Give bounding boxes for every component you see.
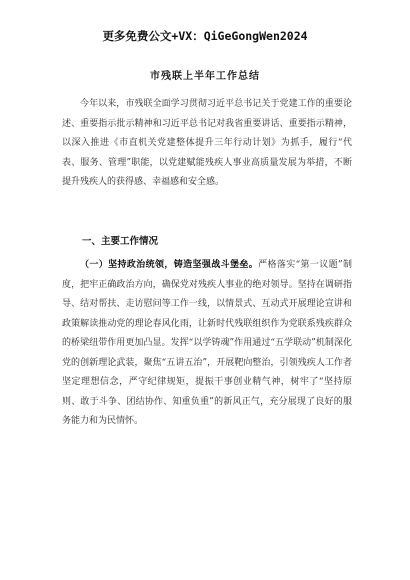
document-title: 市残联上半年工作总结 xyxy=(150,71,260,82)
subsection-text: 严格落实“第一议题”制度，把牢正确政治方向，确保党对残疾人事业的绝对领导。坚持在调研指导、结对帮扶、走访慰问等工作一线，以情景式、互动式开展理论宣讲和政策解读推动党的理论春风化雨，让新时代残联组织作为党联系残疾群众的桥梁纽带作用更加凸显。发挥“以学铸魂”作用通过“五学联动”机制深化党的创新理论武装，聚焦“五讲五治”，开展靶向整治，引领残疾人工作者坚定理想信念，严守纪律规矩，提振干事创业精气神，树牢了“坚持原则、敢于斗争、团结协作、知重负重”的新风正气，充分展现了良好的服务能力和为民情怀。 xyxy=(62,260,352,426)
section-paragraph xyxy=(62,256,352,432)
promo-banner: 更多免费公文+VX：QiGeGongWen2024 xyxy=(102,29,308,43)
intro-paragraph: 今年以来，市残联全面学习贯彻习近平总书记关于党建工作的重要论述、重要指示批示精神和习近平总书记对我省重要讲话、重要指示精神，以深入推进《市直机关党建整体提升三年行动计划》为抓手，履行“代表、服务、管理”职能，以党建赋能残疾人事业高质量发展为举措，不断提升残疾人的获得感、幸福感和安全感。 xyxy=(62,99,352,187)
section-heading: 一、主要工作情况 xyxy=(82,236,159,247)
subsection-heading: （一）坚持政治统领，铸造坚强战斗堡垒。 xyxy=(80,260,259,270)
